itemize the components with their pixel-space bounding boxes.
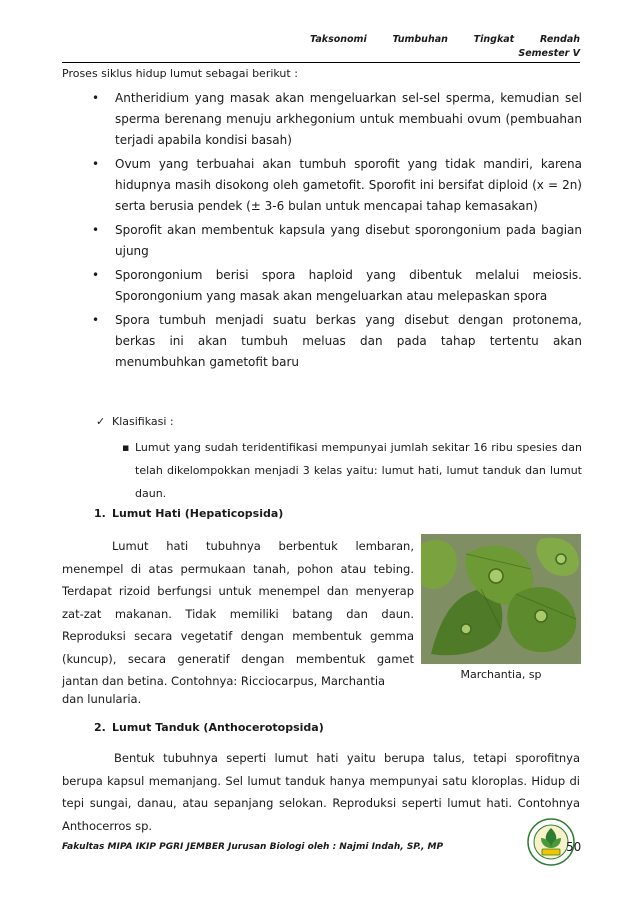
section-title: Lumut Tanduk (Anthocerotopsida) [112, 721, 324, 734]
bullet-icon: • [92, 157, 100, 171]
list-item [90, 88, 582, 151]
section-heading-lumut-hati [94, 507, 283, 521]
section-number: 1. [94, 507, 106, 520]
list-item-text: Ovum yang terbuahai akan tumbuh sporofit yang tidak mandiri, karena hidupnya masih disokong oleh gametofit. Sporofit ini bersifat diploid (x = 2n) serta berusia pendek (± 3-6 bulan untuk mencapai tahap kemasakan) [115, 157, 582, 213]
bullet-icon: • [92, 91, 100, 105]
classification-text: Lumut yang sudah teridentifikasi mempunyai jumlah sekitar 16 ribu spesies dan telah dikelompokkan menjadi 3 kelas yaitu: lumut hati, lumut tanduk dan lumut daun. [135, 441, 582, 500]
lumut-hati-paragraph: Lumut hati tubuhnya berbentuk lembaran, menempel di atas permukaan tanah, pohon atau tebing. Terdapat rizoid berfungsi untuk menempel dan menyerap zat-zat makanan. Tidak memiliki batang dan daun. Reproduksi secara vegetatif dengan membentuk gemma (kuncup), secara generatif dengan membentuk gamet jantan dan betina. Contohnya: Ricciocarpus, Marchantia [62, 539, 414, 688]
photo-caption: Marchantia, sp [460, 668, 542, 681]
footer-text: Fakultas MIPA IKIP PGRI JEMBER Jurusan Biologi oleh : Najmi Indah, SP., MP [62, 842, 444, 852]
bullet-icon: • [92, 223, 100, 237]
running-header-title: Taksonomi Tumbuhan Tingkat Rendah [310, 34, 580, 45]
section-number: 2. [94, 721, 106, 734]
life-cycle-list [90, 88, 582, 376]
lumut-tanduk-paragraph: Bentuk tubuhnya seperti lumut hati yaitu berupa talus, tetapi sporofitnya berupa kapsul memanjang. Sel lumut tanduk hanya mempunyai satu kloroplas. Hidup di tepi sungai, danau, atau sepanjang selokan. Reproduksi seperti lumut hati. Contohnya Anthocerros sp. [62, 751, 580, 833]
list-item-text: Spora tumbuh menjadi suatu berkas yang disebut dengan protonema, berkas ini akan tumbuh meluas dan pada tahap tertentu akan menumbuhkan gametofit baru [115, 313, 582, 369]
list-item [90, 265, 582, 307]
section-title: Lumut Hati (Hepaticopsida) [112, 507, 284, 520]
intro-text: Proses siklus hidup lumut sebagai berikut : [62, 67, 298, 80]
list-item [90, 310, 582, 373]
section-heading-lumut-tanduk [94, 721, 324, 735]
bullet-icon: • [92, 313, 100, 327]
classification-heading [96, 415, 174, 429]
list-item-text: Sporongonium berisi spora haploid yang dibentuk melalui meiosis. Sporongonium yang masak akan mengeluarkan atau melepaskan spora [115, 268, 582, 303]
classification-label: Klasifikasi : [112, 415, 174, 428]
list-item-text: Sporofit akan membentuk kapsula yang disebut sporongonium pada bagian ujung [115, 223, 582, 258]
square-bullet-icon: ▪ [122, 441, 130, 454]
header-divider [62, 62, 580, 63]
marchantia-photo [421, 534, 581, 664]
list-item [90, 220, 582, 262]
page-number: 50 [566, 840, 582, 854]
bullet-icon: • [92, 268, 100, 282]
lumut-hati-paragraph-end: dan lunularia. [62, 692, 142, 706]
classification-item [122, 436, 582, 505]
checkmark-icon: ✓ [96, 415, 106, 428]
running-header-semester: Semester V [518, 48, 580, 59]
list-item-text: Antheridium yang masak akan mengeluarkan sel-sel sperma, kemudian sel sperma berenang menuju arkhegonium untuk membuahi ovum (pembuahan terjadi apabila kondisi basah) [115, 91, 582, 147]
list-item [90, 154, 582, 217]
